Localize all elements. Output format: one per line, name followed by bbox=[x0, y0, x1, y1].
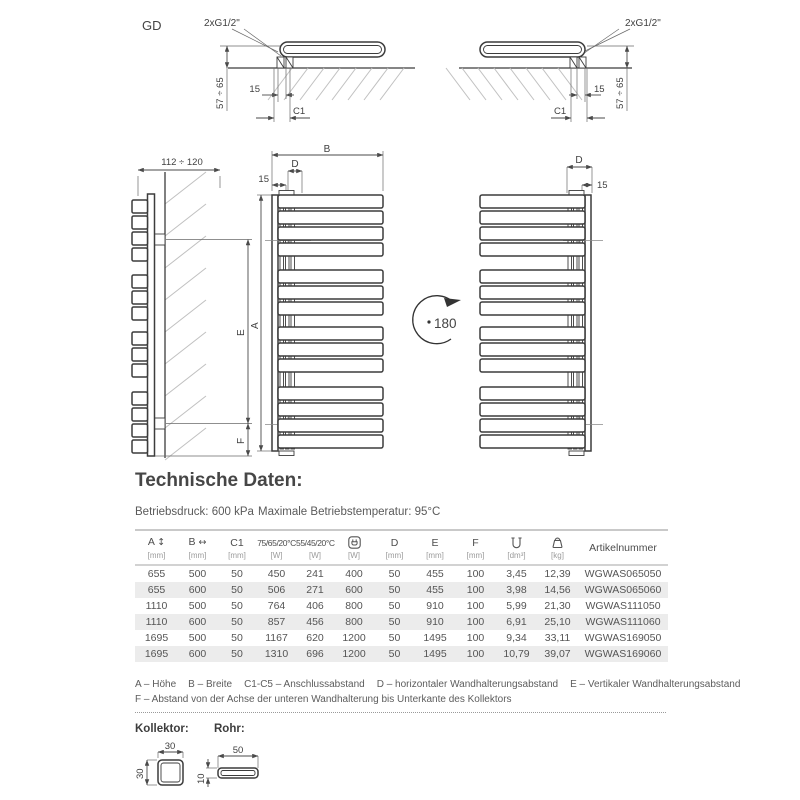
table-cell: 100 bbox=[466, 632, 485, 644]
dim-height-label: 30 bbox=[135, 768, 146, 779]
dimension-height bbox=[135, 760, 157, 785]
dim-15-label: 15 bbox=[258, 174, 269, 185]
table-cell: 241 bbox=[306, 568, 324, 580]
table-cell: 910 bbox=[426, 616, 444, 628]
table-cell: 50 bbox=[388, 568, 401, 580]
radiator-front-view-rotated bbox=[473, 143, 639, 465]
table-cell: WGWAS111050 bbox=[585, 600, 661, 612]
table-cell: WGWAS169050 bbox=[584, 632, 662, 644]
col-header-weight bbox=[537, 530, 578, 565]
table-cell: 25,10 bbox=[544, 616, 571, 628]
dim-15-label: 15 bbox=[594, 84, 605, 95]
table-cell: WGWAS169060 bbox=[584, 648, 662, 660]
mounting-detail-drawing-right bbox=[442, 6, 734, 138]
table-cell: 500 bbox=[188, 568, 207, 580]
radiator-front-view bbox=[250, 143, 413, 465]
wall-hatch bbox=[165, 172, 206, 460]
max-operating-temperature: Maximale Betriebstemperatur: 95°C bbox=[258, 506, 441, 518]
table-cell: 50 bbox=[388, 632, 401, 644]
col-header-c1: C1 [mm] bbox=[217, 530, 257, 565]
table-cell: 100 bbox=[466, 648, 485, 660]
col-unit: [W] bbox=[270, 550, 283, 560]
table-cell: 764 bbox=[267, 600, 286, 612]
operating-pressure: Betriebsdruck: 600 kPa bbox=[135, 506, 254, 518]
table-row bbox=[135, 582, 668, 598]
col-header-f: F [mm] bbox=[455, 530, 496, 565]
connection-size-label: 2xG1/2" bbox=[204, 18, 240, 29]
dimension-e bbox=[166, 240, 252, 424]
legend-item: A – Höhe bbox=[135, 679, 177, 690]
rohr-cross-section bbox=[196, 740, 281, 798]
table-cell: 1495 bbox=[423, 632, 447, 644]
table-cell: 100 bbox=[466, 600, 485, 612]
col-header-d: D [mm] bbox=[374, 530, 415, 565]
table-row bbox=[135, 598, 668, 614]
bracket-upper bbox=[155, 234, 166, 245]
table-cell: 271 bbox=[306, 584, 324, 596]
dimension-legend bbox=[135, 677, 741, 707]
dimension-b bbox=[272, 144, 383, 191]
electric-power-icon bbox=[348, 536, 361, 549]
table-cell: 450 bbox=[267, 568, 286, 580]
col-header-electric-power bbox=[334, 530, 374, 565]
flat-tube-profile bbox=[218, 768, 258, 778]
technical-data-table bbox=[135, 529, 668, 662]
table-cell: 800 bbox=[345, 600, 363, 612]
table-cell: 500 bbox=[188, 632, 207, 644]
col-header-power-55: 55/45/20°C [W] bbox=[296, 537, 335, 560]
col-unit: [kg] bbox=[551, 551, 564, 560]
table-cell: 1695 bbox=[144, 648, 169, 660]
table-cell: 9,34 bbox=[506, 632, 527, 644]
col-header-width bbox=[178, 530, 217, 565]
table-cell: 50 bbox=[231, 600, 243, 612]
table-cell: 455 bbox=[426, 584, 444, 596]
table-cell: 39,07 bbox=[544, 648, 571, 660]
bracket-lower bbox=[155, 418, 166, 429]
table-cell: 1200 bbox=[342, 648, 366, 660]
table-cell: 696 bbox=[306, 648, 324, 660]
dimension-d bbox=[567, 155, 592, 193]
table-cell: 3,45 bbox=[506, 568, 527, 580]
dim-a-label: A bbox=[250, 322, 261, 329]
table-cell: 100 bbox=[466, 568, 485, 580]
table-cell: 21,30 bbox=[544, 600, 571, 612]
dimension-f bbox=[155, 424, 252, 457]
table-cell: 655 bbox=[147, 568, 166, 580]
wall-bracket bbox=[570, 57, 586, 68]
dimension-offset-15 bbox=[249, 68, 294, 102]
dimension-a bbox=[250, 195, 272, 451]
table-cell: 1695 bbox=[144, 632, 169, 644]
table-cell: 655 bbox=[147, 584, 166, 596]
table-cell: 406 bbox=[306, 600, 324, 612]
col-header-power-75: 75/65/20°C [W] bbox=[257, 537, 296, 560]
col-header-artikelnummer: Artikelnummer bbox=[589, 542, 657, 554]
dim-15-label: 15 bbox=[249, 84, 260, 95]
table-cell: 5,99 bbox=[506, 600, 527, 612]
collector-profile bbox=[148, 194, 155, 456]
table-cell: 600 bbox=[188, 584, 207, 596]
table-cell: 1167 bbox=[265, 632, 288, 644]
col-unit: [mm] bbox=[228, 550, 246, 560]
legend-line-2: F – Abstand von der Achse der unteren Wandhalterung bis Unterkante des Kollektors bbox=[135, 694, 512, 705]
table-cell: 1495 bbox=[423, 648, 447, 660]
table-cell: 400 bbox=[345, 568, 363, 580]
col-unit: [mm] bbox=[426, 550, 444, 560]
vertical-arrows-icon: ↕ bbox=[157, 537, 166, 548]
table-header-row bbox=[135, 530, 668, 565]
dim-d-label: D bbox=[291, 159, 299, 170]
dim-e-label: E bbox=[236, 329, 247, 336]
dim-width-label: 50 bbox=[232, 745, 244, 756]
dim-c1-label: C1 bbox=[293, 106, 306, 117]
table-cell: 800 bbox=[345, 616, 363, 628]
weight-icon bbox=[551, 536, 564, 549]
table-cell: 3,98 bbox=[506, 584, 527, 596]
table-row bbox=[135, 565, 668, 582]
table-cell: 1110 bbox=[145, 600, 168, 612]
kollektor-label: Kollektor: bbox=[135, 723, 189, 735]
dimension-d bbox=[288, 159, 302, 193]
dimension-height bbox=[196, 759, 217, 787]
table-row bbox=[135, 614, 668, 630]
dimension-width bbox=[218, 745, 258, 768]
panel-profiles bbox=[132, 200, 148, 453]
col-label: B bbox=[188, 536, 196, 548]
radiator-side-view bbox=[124, 148, 264, 466]
col-header-water-volume bbox=[496, 530, 537, 565]
col-header-e: E [mm] bbox=[415, 530, 455, 565]
table-cell: 100 bbox=[466, 584, 485, 596]
col-unit: [dm³] bbox=[507, 551, 526, 560]
leader-lines bbox=[580, 29, 630, 56]
table-cell: 50 bbox=[231, 616, 243, 628]
table-cell: 12,39 bbox=[544, 568, 571, 580]
section-divider bbox=[135, 712, 666, 713]
wall-bracket bbox=[277, 57, 293, 68]
dimension-depth bbox=[215, 46, 280, 111]
rotation-180-icon bbox=[404, 281, 470, 349]
table-cell: 50 bbox=[231, 632, 243, 644]
table-cell: 857 bbox=[267, 616, 286, 628]
rohr-label: Rohr: bbox=[214, 723, 245, 735]
table-cell: 50 bbox=[388, 600, 401, 612]
table-cell: 500 bbox=[188, 600, 207, 612]
table-cell: 33,11 bbox=[544, 632, 571, 644]
col-unit: [mm] bbox=[188, 551, 207, 560]
dim-depth-label: 57 ÷ 65 bbox=[215, 77, 226, 109]
dim-c1-label: C1 bbox=[554, 106, 567, 117]
dim-f-label: F bbox=[236, 437, 247, 444]
table-cell: 506 bbox=[267, 584, 286, 596]
dim-wall-distance-label: 112 ÷ 120 bbox=[161, 157, 203, 168]
table-row bbox=[135, 630, 668, 646]
table-cell: 6,91 bbox=[506, 616, 527, 628]
col-unit: [W] bbox=[309, 550, 321, 560]
table-cell: 600 bbox=[345, 584, 363, 596]
table-cell: 50 bbox=[231, 584, 243, 596]
table-cell: WGWAS111060 bbox=[585, 616, 661, 628]
col-unit: [mm] bbox=[466, 550, 485, 560]
dim-height-label: 10 bbox=[196, 773, 207, 784]
table-cell: 14,56 bbox=[544, 584, 571, 596]
table-cell: 50 bbox=[388, 584, 401, 596]
leader-lines bbox=[232, 29, 281, 56]
col-header-height bbox=[135, 530, 178, 565]
legend-item: D – horizontaler Wandhalterungsabstand bbox=[376, 679, 559, 690]
table-cell: 600 bbox=[188, 616, 207, 628]
table-cell: 620 bbox=[306, 632, 324, 644]
panel-top-view bbox=[480, 42, 585, 57]
legend-line-1 bbox=[135, 677, 741, 692]
dim-width-label: 30 bbox=[164, 741, 176, 752]
horizontal-arrows-icon: ↔ bbox=[198, 537, 207, 548]
table-cell: 10,79 bbox=[503, 648, 530, 660]
kollektor-cross-section bbox=[133, 740, 205, 798]
table-cell: 910 bbox=[426, 600, 444, 612]
table-cell: 1200 bbox=[342, 632, 366, 644]
table-body bbox=[135, 565, 668, 662]
dim-15-label: 15 bbox=[597, 180, 608, 191]
table-cell: 50 bbox=[388, 648, 401, 660]
dimension-depth bbox=[587, 46, 634, 111]
table-cell: 50 bbox=[388, 616, 401, 628]
legend-item: B – Breite bbox=[188, 679, 233, 690]
rotation-angle-label: 180 bbox=[434, 316, 457, 331]
table-cell: 600 bbox=[188, 648, 207, 660]
square-tube-profile bbox=[158, 760, 183, 785]
dim-d-label: D bbox=[575, 155, 583, 166]
mounting-detail-drawing-left bbox=[128, 6, 420, 138]
col-unit: [W] bbox=[348, 551, 360, 560]
table-cell: 1310 bbox=[264, 648, 289, 660]
dimension-wall-distance bbox=[138, 157, 220, 196]
water-volume-icon bbox=[510, 536, 523, 549]
panel-top-view bbox=[280, 42, 385, 57]
table-cell: 1110 bbox=[145, 616, 168, 628]
legend-item: E – Vertikaler Wandhalterungsabstand bbox=[570, 679, 741, 690]
view-label: GD bbox=[142, 18, 162, 33]
table-cell: 50 bbox=[231, 648, 243, 660]
col-unit: [mm] bbox=[147, 551, 166, 560]
dim-b-label: B bbox=[323, 144, 331, 155]
dim-depth-label: 57 ÷ 65 bbox=[615, 77, 626, 109]
col-label: A bbox=[147, 536, 155, 548]
section-heading: Technische Daten: bbox=[135, 470, 303, 491]
table-cell: 100 bbox=[466, 616, 485, 628]
table-cell: WGWAS065050 bbox=[584, 568, 662, 580]
table-cell: 456 bbox=[306, 616, 324, 628]
table-cell: 50 bbox=[231, 568, 243, 580]
table-cell: WGWAS065060 bbox=[584, 584, 662, 596]
table-row bbox=[135, 646, 668, 662]
dimension-width bbox=[158, 741, 183, 758]
connection-size-label: 2xG1/2" bbox=[625, 18, 661, 29]
legend-item: C1-C5 – Anschlussabstand bbox=[244, 679, 365, 690]
table-cell: 455 bbox=[426, 568, 444, 580]
col-unit: [mm] bbox=[385, 550, 404, 560]
